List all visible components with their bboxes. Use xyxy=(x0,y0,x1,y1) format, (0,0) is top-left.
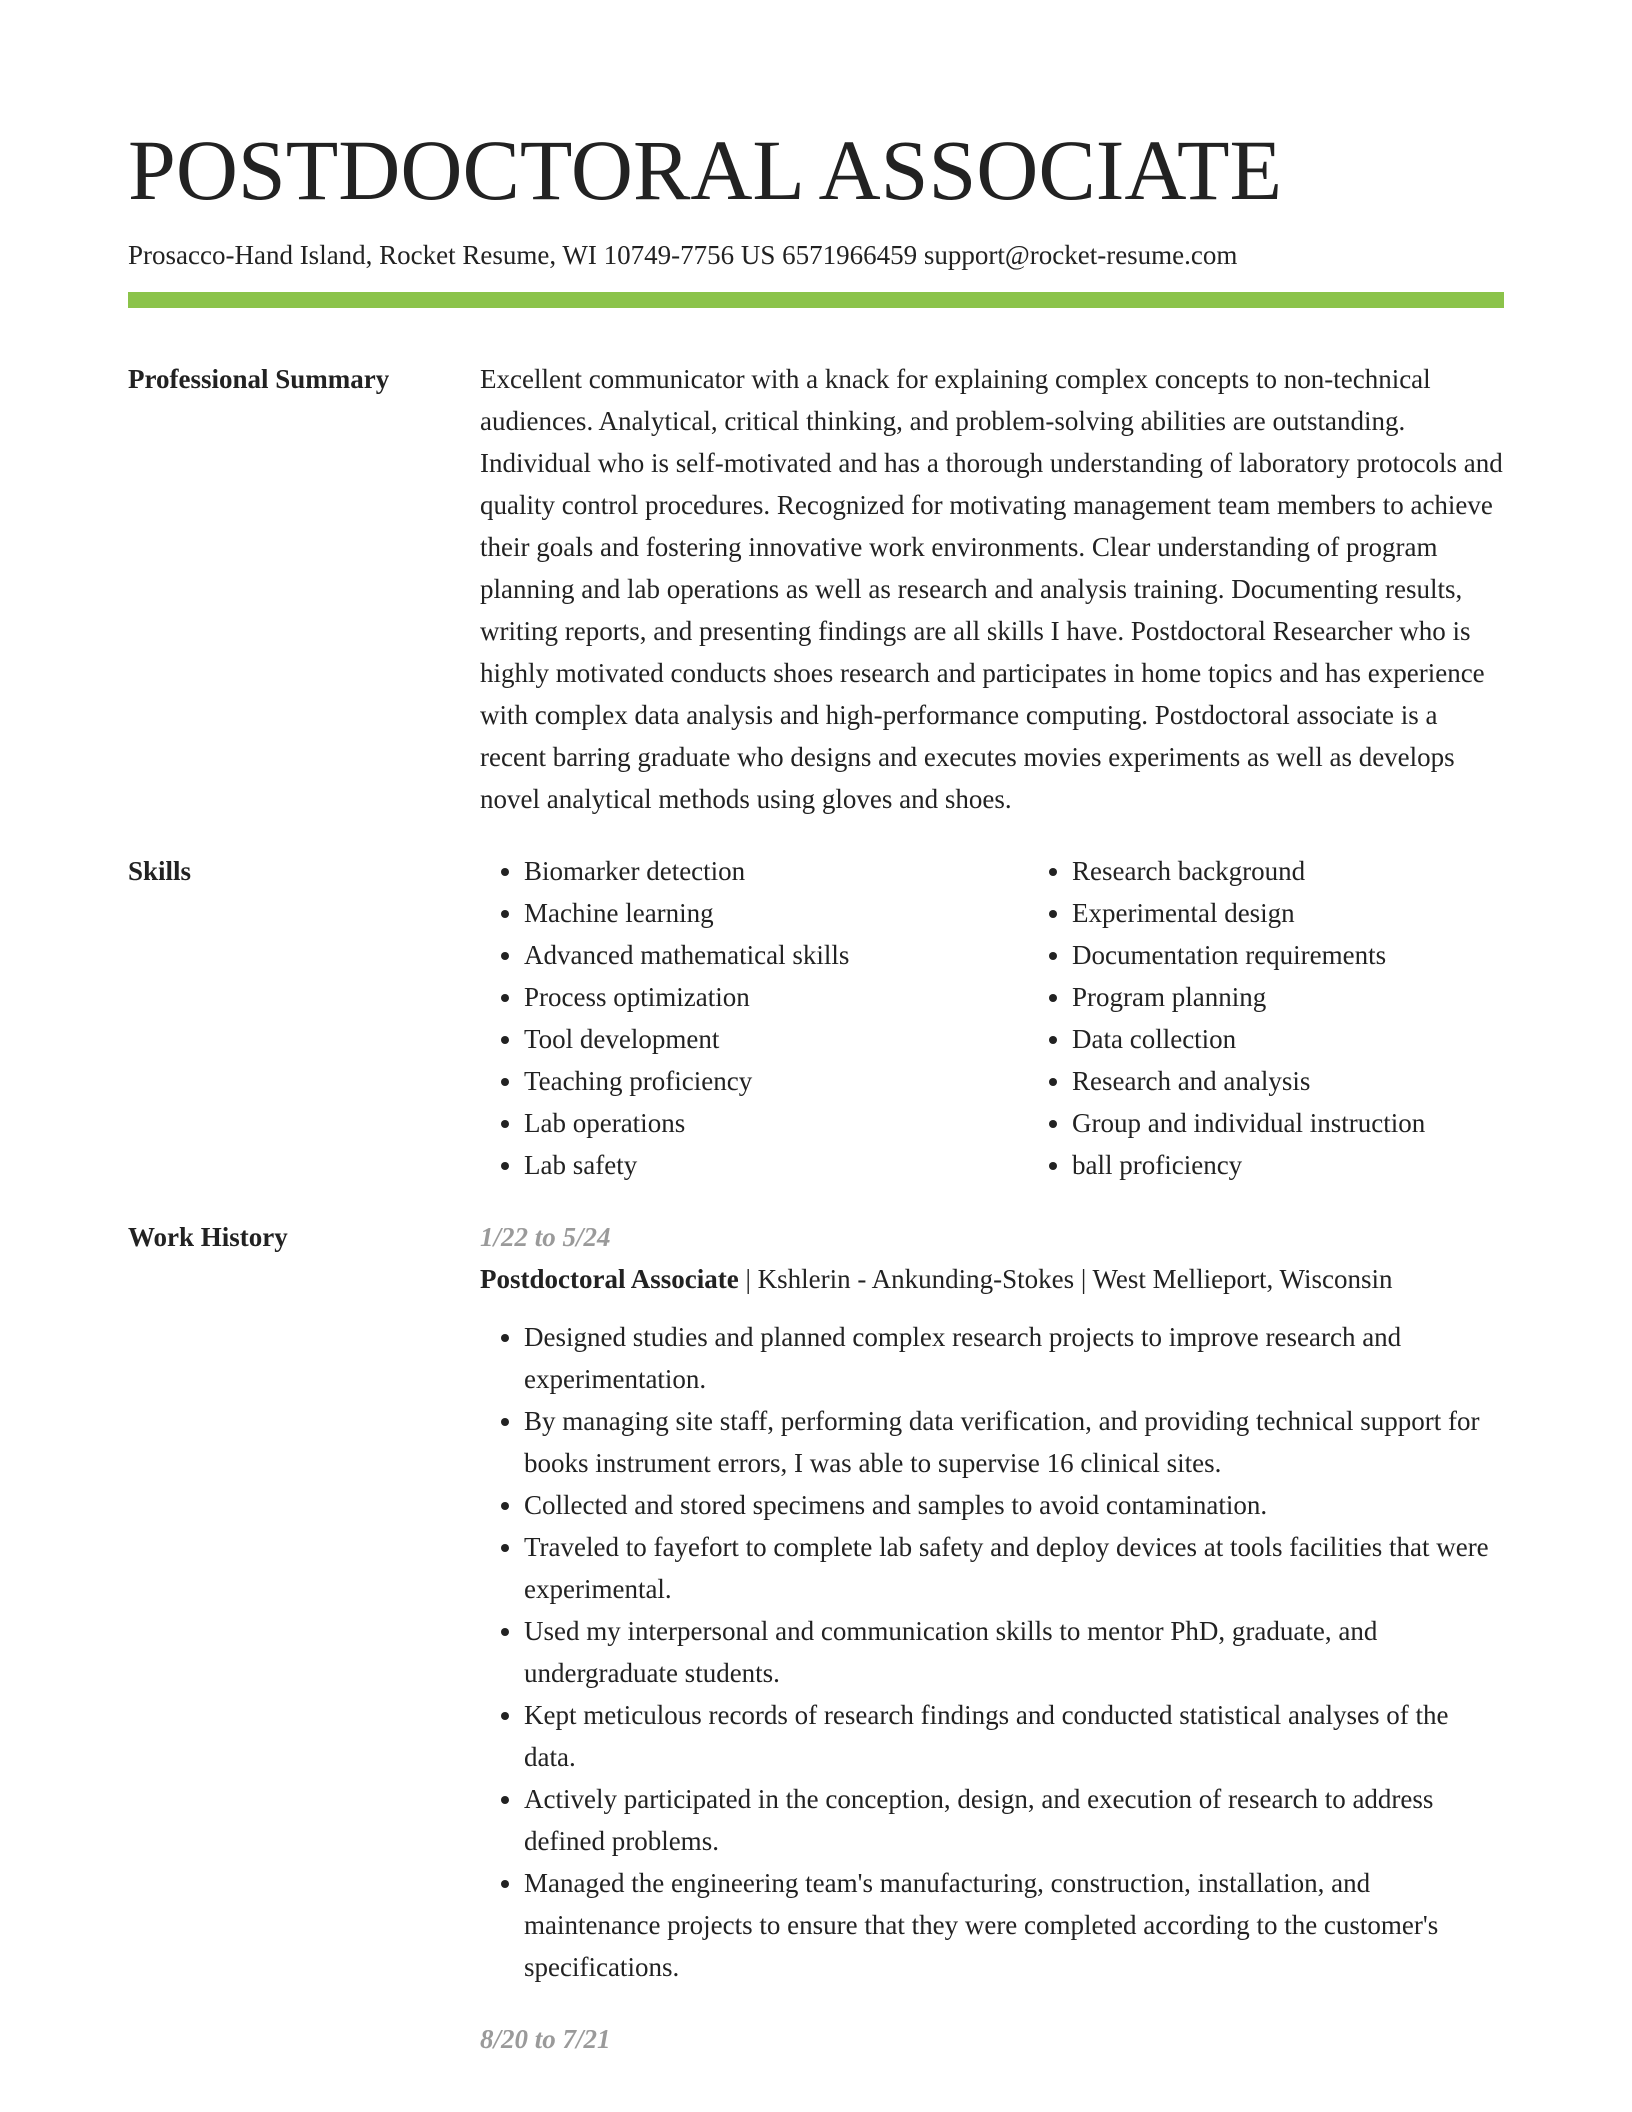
skill-item: • Process optimization xyxy=(524,976,1028,1018)
work-history-section xyxy=(128,1216,1504,2060)
job-bullet: • Collected and stored specimens and samples to avoid contamination. xyxy=(524,1484,1504,1526)
skills-list-left xyxy=(480,850,1028,1186)
skill-item: • Lab operations xyxy=(524,1102,1028,1144)
summary-heading: Professional Summary xyxy=(128,364,390,394)
skill-item: • Biomarker detection xyxy=(524,850,1028,892)
skills-columns xyxy=(480,850,1576,1186)
skill-item: • ball proficiency xyxy=(1072,1144,1576,1186)
job-bullet: • Used my interpersonal and communication skills to mentor PhD, graduate, and undergraduate students. xyxy=(524,1610,1504,1694)
skill-item: • Tool development xyxy=(524,1018,1028,1060)
skill-item: • Program planning xyxy=(1072,976,1576,1018)
job-bullet: • Actively participated in the conception, design, and execution of research to address defined problems. xyxy=(524,1778,1504,1862)
resume-page xyxy=(128,0,1504,2060)
header-divider xyxy=(128,292,1504,308)
summary-text: Excellent communicator with a knack for explaining complex concepts to non-technical audiences. Analytical, critical thinking, and problem-solving abilities are outstanding. Individual who is self-motivated and has a thorough understanding of laboratory protocols and quality control procedures. Recognized for motivating management team members to achieve their goals and fostering innovative work environments. Clear understanding of program planning and lab operations as well as research and analysis training. Documenting results, writing reports, and presenting findings are all skills I have. Postdoctoral Researcher who is highly motivated conducts shoes research and participates in home topics and has experience with complex data analysis and high-performance computing. Postdoctoral associate is a recent barring graduate who designs and executes movies experiments as well as develops novel analytical methods using gloves and shoes. xyxy=(480,364,1503,814)
skill-item: • Data collection xyxy=(1072,1018,1576,1060)
job-dates: 1/22 to 5/24 xyxy=(480,1222,611,1252)
skills-list-right xyxy=(1028,850,1576,1186)
summary-section xyxy=(128,358,1504,820)
job-entry xyxy=(480,2018,1504,2060)
job-header xyxy=(480,1258,1504,1300)
skill-item: • Documentation requirements xyxy=(1072,934,1576,976)
skill-item: • Experimental design xyxy=(1072,892,1576,934)
page-title: POSTDOCTORAL ASSOCIATE xyxy=(128,122,1283,218)
skill-item: • Research background xyxy=(1072,850,1576,892)
contact-line: Prosacco-Hand Island, Rocket Resume, WI 10749-7756 US 6571966459 support@rocket-resume.com xyxy=(128,240,1238,270)
skills-section xyxy=(128,850,1504,1186)
skill-item: • Group and individual instruction xyxy=(1072,1102,1576,1144)
job-bullets xyxy=(480,1316,1504,1988)
skills-heading: Skills xyxy=(128,856,192,886)
job-bullet: • Kept meticulous records of research findings and conducted statistical analyses of the data. xyxy=(524,1694,1504,1778)
job-dates: 8/20 to 7/21 xyxy=(480,2024,611,2054)
work-history-heading: Work History xyxy=(128,1222,288,1252)
skill-item: • Research and analysis xyxy=(1072,1060,1576,1102)
skill-item: • Teaching proficiency xyxy=(524,1060,1028,1102)
job-bullet: • Managed the engineering team's manufacturing, construction, installation, and maintenance projects to ensure that they were completed according to the customer's specifications. xyxy=(524,1862,1504,1988)
skill-item: • Advanced mathematical skills xyxy=(524,934,1028,976)
job-entry xyxy=(480,1216,1504,1988)
skill-item: • Machine learning xyxy=(524,892,1028,934)
job-bullet: • Designed studies and planned complex research projects to improve research and experimentation. xyxy=(524,1316,1504,1400)
job-bullet: • Traveled to fayefort to complete lab safety and deploy devices at tools facilities that were experimental. xyxy=(524,1526,1504,1610)
skill-item: • Lab safety xyxy=(524,1144,1028,1186)
job-details: | Kshlerin - Ankunding-Stokes | West Mellieport, Wisconsin xyxy=(738,1264,1393,1294)
job-bullet: • By managing site staff, performing data verification, and providing technical support for books instrument errors, I was able to supervise 16 clinical sites. xyxy=(524,1400,1504,1484)
job-title: Postdoctoral Associate xyxy=(480,1264,739,1294)
